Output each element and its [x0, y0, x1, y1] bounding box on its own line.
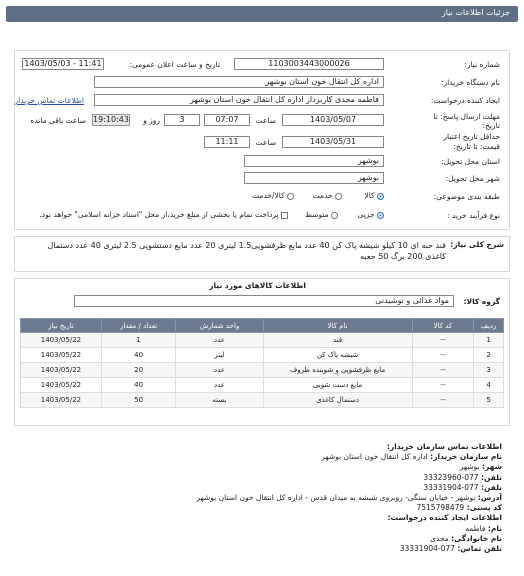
- page-header: [6, 6, 518, 22]
- contact-line-city: شهر: بوشهر: [459, 462, 502, 472]
- category-option-both[interactable]: [252, 191, 294, 200]
- creator-label: ایجاد کننده درخواست:: [430, 96, 500, 105]
- category-option-label: خدمت: [312, 191, 333, 200]
- radio-selected-icon[interactable]: [377, 212, 384, 219]
- table-row[interactable]: [21, 333, 504, 348]
- contact-line-last-name: نام خانوادگی: مجدی: [430, 533, 502, 543]
- need-number-field[interactable]: 1103003443000026: [234, 58, 384, 70]
- cell-code: --: [412, 363, 474, 378]
- contact-line-address: آدرس: بوشهر - خیابان سنگی- روبروی شیشه به میدان قدس - اداره کل انتقال خون استان بوشهر: [196, 493, 502, 503]
- contact-line-org-heading: اطلاعات تماس سازمان خریدار:: [386, 442, 502, 451]
- cell-unit: عدد: [176, 378, 263, 393]
- treasury-payment-option[interactable]: [39, 210, 288, 219]
- cell-code: --: [412, 348, 474, 363]
- category-option-label: کالا/خدمت: [251, 191, 285, 200]
- reply-deadline-label: مهلت ارسال پاسخ: تا: [433, 112, 500, 121]
- min-validity-label: حداقل تاریخ اعتبار: [443, 132, 500, 141]
- delivery-province-label: استان محل تحویل:: [441, 157, 500, 166]
- announce-date-field[interactable]: 1403/05/03 - 11:41: [22, 58, 104, 70]
- col-code: کد کالا: [412, 319, 474, 333]
- days-field[interactable]: 3: [164, 114, 200, 126]
- cell-unit: عدد: [176, 333, 263, 348]
- purchase-option-minor[interactable]: [357, 210, 384, 219]
- description-label: شرح کلی نیاز:: [450, 240, 504, 249]
- purchase-option-label: جزیی: [357, 210, 375, 219]
- contact-line-phone: تلفن: 077-33323960: [423, 472, 502, 482]
- cell-date: 1403/05/22: [21, 378, 102, 393]
- need-number-label: شماره نیاز:: [464, 60, 500, 69]
- contact-info: [196, 442, 502, 554]
- buyer-org-label: نام دستگاه خریدار:: [440, 78, 500, 87]
- cell-row: 5: [474, 393, 504, 408]
- cell-qty: 1: [101, 333, 175, 348]
- cell-date: 1403/05/22: [21, 363, 102, 378]
- category-option-service[interactable]: [313, 191, 342, 200]
- cell-qty: 20: [101, 363, 175, 378]
- reply-date-field[interactable]: 1403/05/07: [282, 114, 384, 126]
- cell-name: مایع ظرفشویی و شوینده ظروف: [263, 363, 412, 378]
- contact-line-creator-heading: اطلاعات ایجاد کننده درخواست:: [387, 513, 502, 523]
- reply-time-field[interactable]: 07:07: [204, 114, 250, 126]
- cell-unit: لیتر: [176, 348, 263, 363]
- buyer-org-field[interactable]: اداره کل انتقال خون استان بوشهر: [94, 76, 384, 88]
- goods-section-title: اطلاعات کالاهای مورد نیاز: [209, 281, 306, 290]
- contact-line-creator-phone: تلفن تماس: 077-33331904: [399, 544, 502, 554]
- remaining-timer: 19:10:43: [93, 115, 129, 124]
- purchase-option-label: متوسط: [305, 210, 329, 219]
- cell-qty: 40: [101, 378, 175, 393]
- delivery-city-field[interactable]: بوشهر: [244, 172, 384, 184]
- reply-time-label: ساعت: [255, 116, 276, 125]
- table-row[interactable]: [21, 348, 504, 363]
- purchase-option-medium[interactable]: [305, 210, 338, 219]
- cell-row: 2: [474, 348, 504, 363]
- cell-date: 1403/05/22: [21, 393, 102, 408]
- category-option-label: کالا: [364, 191, 375, 200]
- table-row[interactable]: [21, 378, 504, 393]
- contact-line-first-name: نام: فاطمه: [465, 523, 502, 533]
- goods-group-label: گروه کالا:: [463, 297, 500, 306]
- table-row[interactable]: [21, 393, 504, 408]
- cell-code: --: [412, 333, 474, 348]
- checkbox-icon[interactable]: [281, 212, 288, 219]
- treasury-payment-note: پرداخت تمام یا بخشی از مبلغ خرید،از محل "اسناد خزانه اسلامی" خواهد بود.: [39, 210, 279, 219]
- radio-selected-icon[interactable]: [377, 193, 384, 200]
- contact-line-org-name: نام سازمان خریدار: اداره کل انتقال خون استان بوشهر: [321, 452, 502, 462]
- validity-time-field[interactable]: 11:11: [204, 136, 250, 148]
- contact-line-phone-2: تلفن: 077-33331904: [423, 482, 502, 492]
- creator-field[interactable]: فاطمه مجدی کاربرداز اداره کل انتقال خون استان بوشهر: [94, 94, 384, 106]
- cell-code: --: [412, 393, 474, 408]
- days-label: روز و: [143, 116, 160, 125]
- radio-icon[interactable]: [287, 193, 294, 200]
- col-date: تاریخ نیاز: [21, 319, 102, 333]
- announce-date-label: تاریخ و ساعت اعلان عمومی:: [129, 60, 220, 69]
- col-unit: واحد شمارش: [176, 319, 263, 333]
- cell-date: 1403/05/22: [21, 348, 102, 363]
- col-row: ردیف: [474, 319, 504, 333]
- cell-row: 4: [474, 378, 504, 393]
- cell-unit: بسته: [176, 393, 263, 408]
- col-name: نام کالا: [263, 319, 412, 333]
- category-label: طبقه بندی موضوعی:: [433, 192, 500, 201]
- radio-icon[interactable]: [331, 212, 338, 219]
- goods-group-field[interactable]: مواد غذائی و نوشیدنی: [74, 295, 454, 307]
- cell-row: 1: [474, 333, 504, 348]
- cell-name: دستمال کاغذی: [263, 393, 412, 408]
- cell-date: 1403/05/22: [21, 333, 102, 348]
- cell-name: شیشه پاک کن: [263, 348, 412, 363]
- goods-table-header: [21, 319, 504, 333]
- cell-qty: 40: [101, 348, 175, 363]
- cell-row: 3: [474, 363, 504, 378]
- validity-date-field[interactable]: 1403/05/31: [282, 136, 384, 148]
- cell-unit: عدد: [176, 363, 263, 378]
- purchase-type-label: نوع فرآیند خرید :: [446, 211, 500, 220]
- category-option-goods[interactable]: [364, 191, 384, 200]
- cell-name: قند: [263, 333, 412, 348]
- validity-time-label: ساعت: [255, 138, 276, 147]
- goods-table: [20, 318, 504, 408]
- delivery-province-field[interactable]: بوشهر: [244, 155, 384, 167]
- cell-code: --: [412, 378, 474, 393]
- col-qty: تعداد / مقدار: [101, 319, 175, 333]
- reply-date-label: تاریخ:: [482, 121, 500, 130]
- page-title: جزئیات اطلاعات نیاز: [441, 8, 510, 17]
- min-validity-label-2: قیمت: تا تاریخ:: [453, 142, 500, 151]
- buyer-contact-link[interactable]: اطلاعات تماس خریدار: [14, 96, 84, 105]
- remaining-label: ساعت باقی مانده: [30, 116, 86, 125]
- description-text: قند حبه ای 10 کیلو شیشه پاک کن 40 عدد مایع ظرفشویی1.5 لیتری 20 عدد مایع دستشویی 2.5 لیتری 40 عدد دستمال کاغذی 200 برگ 50 جعبه: [47, 241, 446, 261]
- cell-qty: 50: [101, 393, 175, 408]
- contact-line-postal-code: کد پستی: 7515798479: [416, 503, 502, 513]
- radio-icon[interactable]: [335, 193, 342, 200]
- table-row[interactable]: [21, 363, 504, 378]
- cell-name: مایع دست شویی: [263, 378, 412, 393]
- delivery-city-label: شهر محل تحویل:: [445, 174, 500, 183]
